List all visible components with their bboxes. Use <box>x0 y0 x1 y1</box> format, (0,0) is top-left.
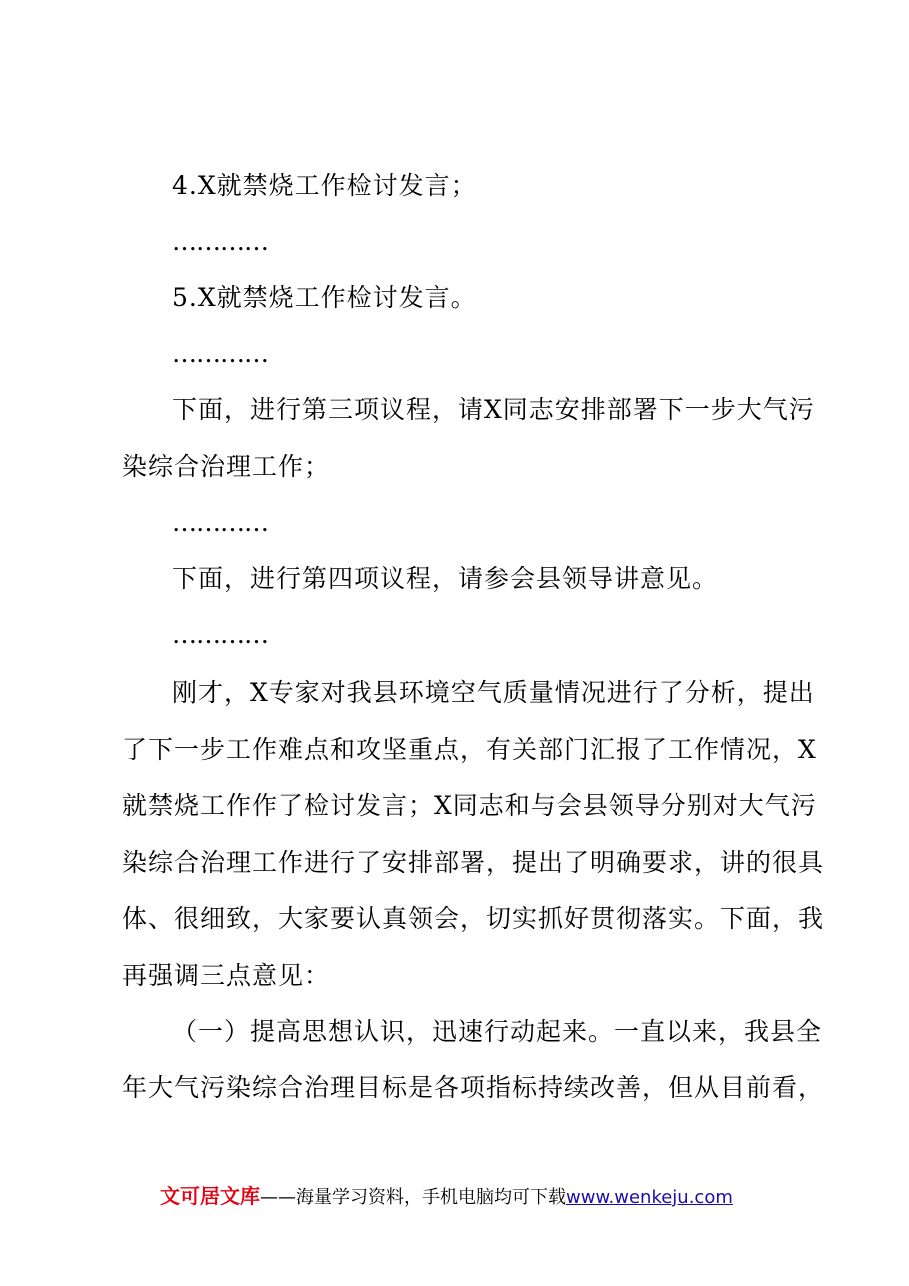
text-line: ………… <box>172 508 268 537</box>
text-line: 刚才，X专家对我县环境空气质量情况进行了分析，提出 <box>172 678 815 707</box>
text-line: 下面，进行第四项议程，请参会县领导讲意见。 <box>172 564 719 593</box>
text-line: （一）提高思想认识，迅速行动起来。一直以来，我县全 <box>172 1017 823 1046</box>
text-line: 年大气污染综合治理目标是各项指标持续改善，但从目前看， <box>122 1073 825 1102</box>
text-line: 染综合治理工作； <box>122 452 331 481</box>
text-line: 4.X就禁烧工作检讨发言； <box>172 171 477 200</box>
text-line: ………… <box>172 227 268 256</box>
footer-tagline: ——海量学习资料，手机电脑均可下载 <box>260 1187 566 1208</box>
text-line: 再强调三点意见： <box>122 961 331 990</box>
text-line: ………… <box>172 620 268 649</box>
text-line: 体、很细致，大家要认真领会，切实抓好贯彻落实。下面，我 <box>122 904 825 933</box>
text-line: 染综合治理工作进行了安排部署，提出了明确要求，讲的很具 <box>122 848 825 877</box>
text-line: 下面，进行第三项议程，请X同志安排部署下一步大气污 <box>172 395 815 424</box>
footer-banner <box>160 1183 733 1211</box>
text-line: 5.X就禁烧工作检讨发言。 <box>172 283 477 312</box>
text-line: 就禁烧工作作了检讨发言；X同志和与会县领导分别对大气污 <box>122 791 817 820</box>
footer-brand: 文可居文库 <box>160 1184 260 1208</box>
text-line: ………… <box>172 339 268 368</box>
footer-url-link[interactable]: www.wenkeju.com <box>566 1187 733 1208</box>
text-line: 了下一步工作难点和攻坚重点，有关部门汇报了工作情况，X <box>122 735 817 764</box>
